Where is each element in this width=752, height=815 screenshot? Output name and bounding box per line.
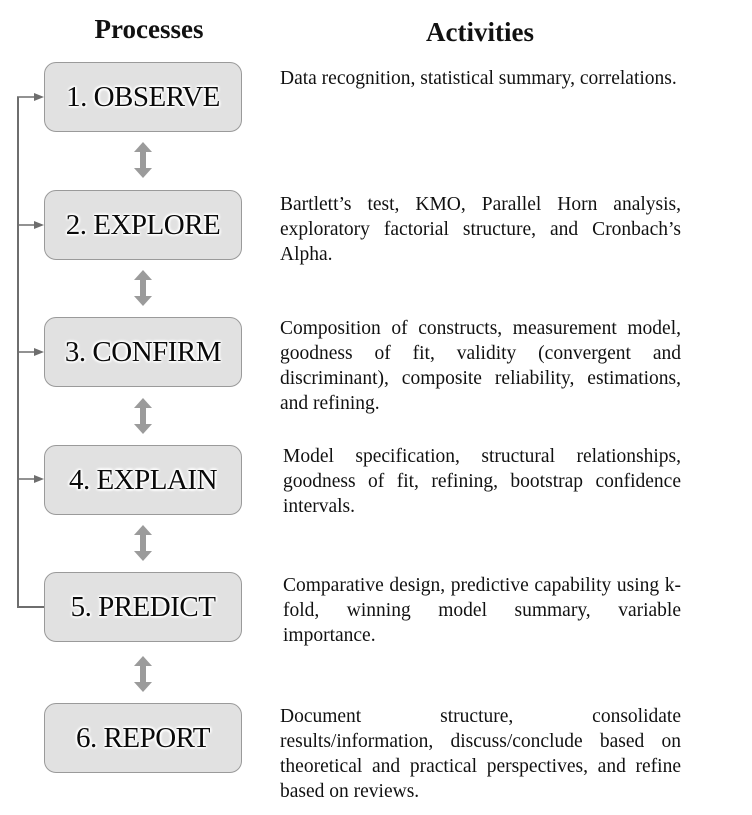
process-step-observe	[44, 62, 242, 132]
process-step-label: 6. REPORT	[76, 721, 210, 754]
activities-header: Activities	[426, 17, 534, 47]
feedback-arrow-icon	[17, 347, 44, 357]
process-step-report	[44, 703, 242, 773]
activity-explain: Model specification, structural relationships, goodness of fit, refining, bootstrap confidence intervals.	[283, 446, 681, 517]
activity-predict: Comparative design, predictive capability using k-fold, winning model summary, variable importance.	[283, 575, 681, 646]
activity-explore: Bartlett’s test, KMO, Parallel Horn analysis, exploratory factorial structure, and Cronbach’s Alpha.	[280, 194, 681, 265]
process-step-explain	[44, 445, 242, 515]
process-step-label: 3. CONFIRM	[64, 335, 222, 368]
process-step-explore	[44, 190, 242, 260]
activity-confirm: Composition of constructs, measurement model, goodness of fit, validity (convergent and discriminant), composite reliability, estimations, and refining.	[280, 318, 681, 414]
activity-observe: Data recognition, statistical summary, correlations.	[280, 68, 677, 89]
double-arrow-vertical-icon	[133, 270, 153, 306]
process-step-label: 5. PREDICT	[70, 590, 216, 623]
processes-header: Processes	[94, 14, 204, 44]
feedback-arrow-icon	[17, 92, 44, 102]
process-step-label: 2. EXPLORE	[65, 208, 221, 241]
feedback-loop-origin-line	[17, 606, 45, 608]
double-arrow-vertical-icon	[133, 398, 153, 434]
double-arrow-vertical-icon	[133, 525, 153, 561]
activity-report: Document structure, consolidate results/information, discuss/conclude based on theoretical and practical perspectives, and refine based on reviews.	[280, 706, 681, 802]
feedback-arrow-icon	[17, 474, 44, 484]
double-arrow-vertical-icon	[133, 656, 153, 692]
double-arrow-vertical-icon	[133, 142, 153, 178]
feedback-arrow-icon	[17, 220, 44, 230]
process-step-label: 4. EXPLAIN	[68, 463, 218, 496]
process-step-label: 1. OBSERVE	[66, 80, 220, 113]
process-step-confirm	[44, 317, 242, 387]
process-step-predict	[44, 572, 242, 642]
